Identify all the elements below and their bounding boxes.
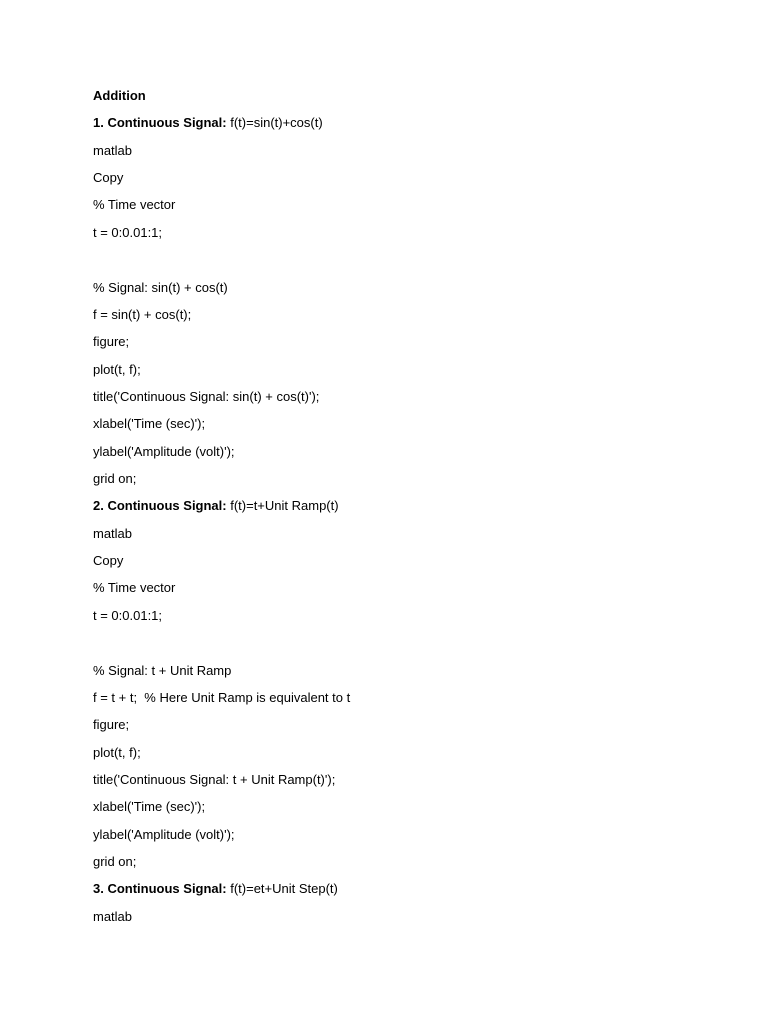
section-3-number-label: 3. Continuous Signal:	[93, 881, 227, 896]
code-line: % Time vector	[93, 197, 176, 212]
code-line: % Signal: t + Unit Ramp	[93, 663, 232, 678]
section-1-copy-button[interactable]: Copy	[93, 170, 124, 185]
code-line: figure;	[93, 334, 130, 349]
section-3-title	[93, 881, 338, 897]
code-line: t = 0:0.01:1;	[93, 225, 163, 240]
section-2-number-label: 2. Continuous Signal:	[93, 498, 227, 513]
section-2-formula: f(t)=t+Unit Ramp(t)	[226, 498, 339, 513]
code-line: xlabel('Time (sec)');	[93, 416, 206, 431]
code-line: figure;	[93, 717, 130, 732]
code-line: title('Continuous Signal: sin(t) + cos(t)');	[93, 389, 320, 404]
code-line: plot(t, f);	[93, 745, 141, 760]
section-2-title	[93, 498, 339, 514]
code-line: ylabel('Amplitude (volt)');	[93, 827, 235, 842]
code-line: f = sin(t) + cos(t);	[93, 307, 192, 322]
section-3-language-label: matlab	[93, 909, 133, 924]
code-line: ylabel('Amplitude (volt)');	[93, 444, 235, 459]
section-1-number-label: 1. Continuous Signal:	[93, 115, 227, 130]
code-line: grid on;	[93, 471, 137, 486]
code-line: t = 0:0.01:1;	[93, 608, 163, 623]
document-heading: Addition	[93, 88, 146, 103]
section-2-copy-button[interactable]: Copy	[93, 553, 124, 568]
code-line: xlabel('Time (sec)');	[93, 799, 206, 814]
section-2-language-label: matlab	[93, 526, 133, 541]
code-line: % Time vector	[93, 580, 176, 595]
code-line: % Signal: sin(t) + cos(t)	[93, 280, 228, 295]
section-1-title	[93, 115, 323, 131]
code-line: plot(t, f);	[93, 362, 141, 377]
section-3-formula: f(t)=et+Unit Step(t)	[226, 881, 338, 896]
section-1-language-label: matlab	[93, 143, 133, 158]
section-1-formula: f(t)=sin(t)+cos(t)	[226, 115, 323, 130]
code-line: title('Continuous Signal: t + Unit Ramp(t)');	[93, 772, 336, 787]
code-line: grid on;	[93, 854, 137, 869]
code-line: f = t + t; % Here Unit Ramp is equivalent to t	[93, 690, 351, 705]
